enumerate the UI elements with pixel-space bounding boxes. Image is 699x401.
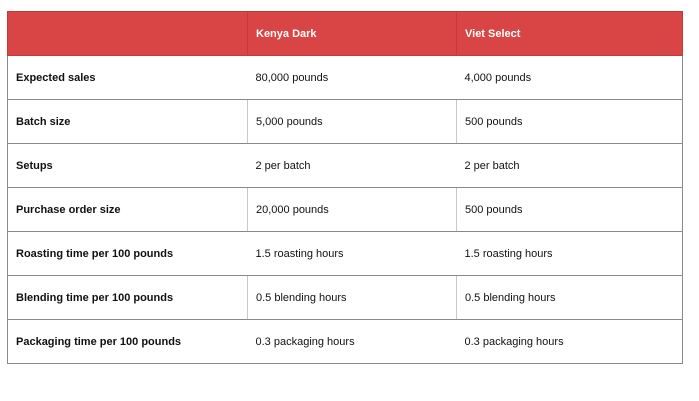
table-row bbox=[8, 100, 683, 144]
kenya-dark-value: 80,000 pounds bbox=[248, 56, 457, 100]
viet-select-value: 4,000 pounds bbox=[457, 56, 683, 100]
kenya-dark-value: 1.5 roasting hours bbox=[248, 232, 457, 276]
viet-select-value: 500 pounds bbox=[457, 100, 683, 144]
viet-select-value: 500 pounds bbox=[457, 188, 683, 232]
row-label: Expected sales bbox=[8, 56, 248, 100]
table-row bbox=[8, 144, 683, 188]
viet-select-value: 2 per batch bbox=[457, 144, 683, 188]
viet-select-value: 0.3 packaging hours bbox=[457, 320, 683, 364]
kenya-dark-value: 20,000 pounds bbox=[248, 188, 457, 232]
header-cell-empty bbox=[8, 12, 248, 56]
viet-select-value: 0.5 blending hours bbox=[457, 276, 683, 320]
table-body bbox=[8, 56, 683, 364]
header-row bbox=[8, 12, 683, 56]
coffee-product-table bbox=[7, 11, 683, 364]
row-label: Packaging time per 100 pounds bbox=[8, 320, 248, 364]
row-label: Setups bbox=[8, 144, 248, 188]
table-row bbox=[8, 188, 683, 232]
kenya-dark-value: 0.3 packaging hours bbox=[248, 320, 457, 364]
kenya-dark-value: 5,000 pounds bbox=[248, 100, 457, 144]
header-cell-viet-select: Viet Select bbox=[457, 12, 683, 56]
row-label: Purchase order size bbox=[8, 188, 248, 232]
table-header bbox=[8, 12, 683, 56]
kenya-dark-value: 2 per batch bbox=[248, 144, 457, 188]
kenya-dark-value: 0.5 blending hours bbox=[248, 276, 457, 320]
row-label: Blending time per 100 pounds bbox=[8, 276, 248, 320]
viet-select-value: 1.5 roasting hours bbox=[457, 232, 683, 276]
row-label: Batch size bbox=[8, 100, 248, 144]
header-cell-kenya-dark: Kenya Dark bbox=[248, 12, 457, 56]
table-row bbox=[8, 232, 683, 276]
table-row bbox=[8, 276, 683, 320]
row-label: Roasting time per 100 pounds bbox=[8, 232, 248, 276]
table-row bbox=[8, 56, 683, 100]
table-row bbox=[8, 320, 683, 364]
